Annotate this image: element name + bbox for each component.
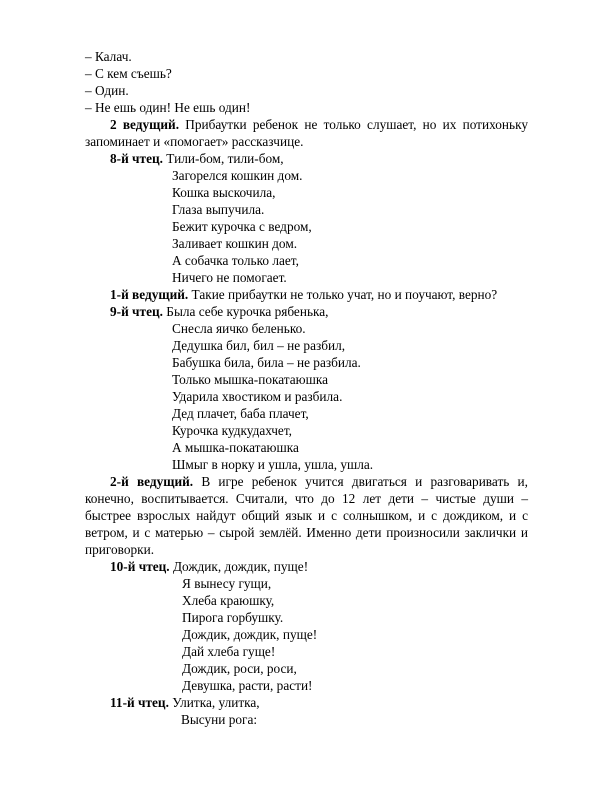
verse-line: Улитка, улитка, <box>168 695 260 710</box>
verse-line: Хлеба краюшку, <box>182 593 275 608</box>
verse-line: Ничего не помогает. <box>172 270 287 285</box>
verse-line: Была себе курочка рябенька, <box>162 304 329 319</box>
speaker-label: 10-й чтец. <box>110 559 170 574</box>
speaker-label: 8-й чтец. <box>110 151 163 166</box>
speaker-label: 1-й ведущий. <box>110 287 189 302</box>
verse-line: Высуни рога: <box>181 712 258 727</box>
verse-line: Дай хлеба гуще! <box>182 644 276 659</box>
verse-line: Ударила хвостиком и разбила. <box>172 389 343 404</box>
verse-line: Пирога горбушку. <box>182 610 284 625</box>
verse-line: А мышка-покатаюшка <box>172 440 299 455</box>
dialog-line: – С кем съешь? <box>85 66 172 81</box>
verse-line: Девушка, расти, расти! <box>182 678 313 693</box>
verse-line: Бежит курочка с ведром, <box>172 219 312 234</box>
verse-line: Тили-бом, тили-бом, <box>162 151 284 166</box>
verse-line: Я вынесу гущи, <box>182 576 272 591</box>
verse-line: Курочка кудкудахчет, <box>172 423 292 438</box>
verse-line: А собачка только лает, <box>172 253 299 268</box>
speaker-label: 9-й чтец. <box>110 304 163 319</box>
host2-paragraph <box>85 473 528 558</box>
verse-line: Снесла яичко беленько. <box>172 321 306 336</box>
speaker-label: 2-й ведущий. <box>110 474 194 489</box>
verse-line: Заливает кошкин дом. <box>172 236 298 251</box>
host2-paragraph <box>85 116 528 150</box>
verse-line: Дедушка бил, бил – не разбил, <box>172 338 346 353</box>
verse-line: Дождик, роси, роси, <box>182 661 297 676</box>
host1-line <box>85 286 528 303</box>
verse-line: Только мышка-покатаюшка <box>172 372 329 387</box>
document-body <box>85 48 528 728</box>
paragraph-text: Прибаутки ребенок не только слушает, но их потихоньку запоминает и «помогает» рассказчице. <box>85 117 528 149</box>
verse-line: Дождик, дождик, пуще! <box>182 627 318 642</box>
verse-line: Кошка выскочила, <box>172 185 276 200</box>
verse-line: Дед плачет, баба плачет, <box>172 406 309 421</box>
verse-line: Загорелся кошкин дом. <box>172 168 303 183</box>
speaker-label: 11-й чтец. <box>110 695 169 710</box>
verse-line: Бабушка била, била – не разбила. <box>172 355 361 370</box>
reader9-first-line <box>85 303 528 320</box>
reader11-first-line <box>85 694 528 711</box>
dialog-line: – Не ешь один! Не ешь один! <box>85 100 251 115</box>
verse-line: Шмыг в норку и ушла, ушла, ушла. <box>172 457 374 472</box>
reader8-first-line <box>85 150 528 167</box>
dialog-line: – Калач. <box>85 49 132 64</box>
speaker-label: 2 ведущий. <box>110 117 180 132</box>
paragraph-text: В игре ребенок учится двигаться и разговаривать и, конечно, воспитывается. Считали, что до 12 лет дети – чистые души – быстрее взрослых найдут общий язык и с солнышком, и с дождиком, и с ветром, и с матерью – сырой землёй. Именно дети произносили заклички и приговорки. <box>85 474 528 557</box>
verse-line: Глаза выпучила. <box>172 202 265 217</box>
paragraph-text: Такие прибаутки не только учат, но и поучают, верно? <box>188 287 498 302</box>
dialog-line: – Один. <box>85 83 129 98</box>
verse-line: Дождик, дождик, пуще! <box>169 559 309 574</box>
reader10-first-line <box>85 558 528 575</box>
